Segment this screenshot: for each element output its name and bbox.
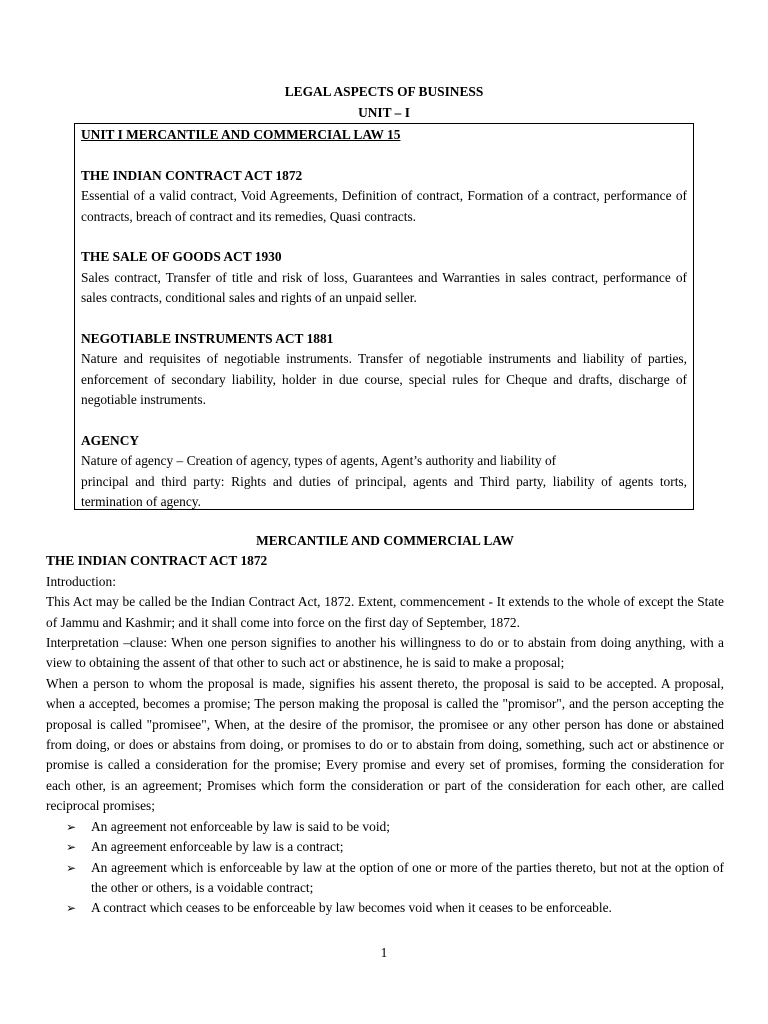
list-item: [46, 858, 724, 899]
paragraph: This Act may be called be the Indian Contract Act, 1872. Extent, commencement - It extends to the whole of except the State of Jammu and Kashmir; and it shall come into force on the first day of September, 1872.: [46, 594, 724, 630]
syllabus-section-text: principal and third party: Rights and duties of principal, agents and Third party, liability of agents torts, termination of agency.: [81, 473, 687, 510]
list-item-text: A contract which ceases to be enforceable by law becomes void when it ceases to be enforceable.: [91, 900, 612, 916]
list-item: [46, 898, 724, 918]
bullet-list: [46, 817, 724, 919]
unit-label: UNIT – I: [358, 105, 410, 120]
arrow-bullet-icon: ➢: [66, 840, 77, 855]
syllabus-section-heading: THE SALE OF GOODS ACT 1930: [81, 249, 282, 265]
syllabus-section-heading: THE INDIAN CONTRACT ACT 1872: [81, 167, 303, 183]
intro-label: Introduction:: [46, 573, 116, 589]
page-number: 1: [380, 945, 388, 960]
syllabus-unit-heading: UNIT I MERCANTILE AND COMMERCIAL LAW 15: [81, 127, 401, 142]
list-item-text: An agreement which is enforceable by law at the option of one or more of the parties thereto, but not at the option of the other or others, is a voidable contract;: [91, 859, 724, 895]
section-title: MERCANTILE AND COMMERCIAL LAW: [256, 533, 514, 548]
arrow-bullet-icon: ➢: [66, 901, 77, 916]
list-item: [46, 817, 724, 837]
paragraph: Interpretation –clause: When one person signifies to another his willingness to do or to abstain from doing anything, with a view to obtaining the assent of that other to such act or abstinence, he is said to make a proposal;: [46, 635, 724, 671]
paragraph: When a person to whom the proposal is made, signifies his assent thereto, the proposal is said to be accepted. A proposal, when a accepted, becomes a promise; The person making the proposal is called the "promisor", and the person accepting the proposal is called "promisee", When, at the desire of the promisor, the promisee or any other person has done or abstained from doing, or does or abstains from doing, or promises to do or to abstain from doing, something, such act or abstinence or promise is called a consideration for the promise; Every promise and every set of promises, forming the consideration for each other, is an agreement; Promises which form the consideration or part of the consideration for each other, are called reciprocal promises;: [46, 675, 724, 814]
document-title: LEGAL ASPECTS OF BUSINESS: [284, 84, 484, 99]
syllabus-section-heading: NEGOTIABLE INSTRUMENTS ACT 1881: [81, 331, 334, 347]
act-heading: THE INDIAN CONTRACT ACT 1872: [46, 553, 268, 569]
arrow-bullet-icon: ➢: [66, 819, 77, 834]
document-body: [46, 531, 724, 919]
list-item-text: An agreement not enforceable by law is said to be void;: [91, 818, 390, 834]
syllabus-box: [74, 123, 694, 510]
list-item: [46, 837, 724, 857]
list-item-text: An agreement enforceable by law is a contract;: [91, 839, 344, 855]
syllabus-section-text: Nature and requisites of negotiable instruments. Transfer of negotiable instruments and liability of parties, enforcement of secondary liability, holder in due course, special rules for Cheque and drafts, discharge of negotiable instruments.: [81, 351, 687, 408]
syllabus-section-text-line: Nature of agency – Creation of agency, types of agents, Agent’s authority and liability of: [81, 453, 557, 469]
syllabus-section-text: Sales contract, Transfer of title and risk of loss, Guarantees and Warranties in sales contract, performance of sales contracts, conditional sales and rights of an unpaid seller.: [81, 269, 687, 306]
syllabus-section-heading: AGENCY: [81, 433, 140, 449]
arrow-bullet-icon: ➢: [66, 860, 77, 875]
syllabus-section-text: Essential of a valid contract, Void Agreements, Definition of contract, Formation of a contract, performance of contracts, breach of contract and its remedies, Quasi contracts.: [81, 188, 687, 224]
